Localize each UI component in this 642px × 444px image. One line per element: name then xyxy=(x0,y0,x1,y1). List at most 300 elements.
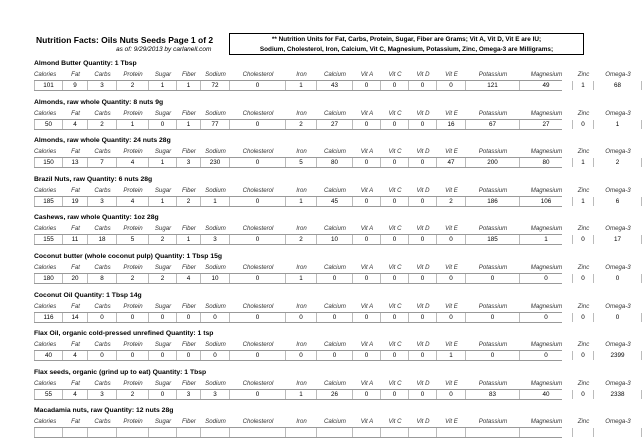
nutrient-column-label: Calories xyxy=(34,418,57,426)
nutrient-value-cell: 0 xyxy=(409,235,437,244)
nutrient-column-label: Zinc xyxy=(577,418,590,426)
nutrient-value-row xyxy=(34,350,625,361)
nutrient-column-label: Fat xyxy=(71,263,80,271)
nutrient-value-cell: 68 xyxy=(594,81,642,90)
nutrient-value-cell: 0 xyxy=(409,351,437,360)
nutrient-column-label: Calories xyxy=(34,186,57,194)
nutrient-value-cell: 3 xyxy=(177,390,201,399)
nutrient-value-cell: 0 xyxy=(594,313,642,322)
nutrient-value-cell: 0 xyxy=(381,390,409,399)
nutrient-column-label: Iron xyxy=(296,71,307,78)
nutrient-value-cell: 2 xyxy=(437,197,466,206)
nutrient-column-label: Zinc xyxy=(577,186,590,194)
nutrient-value-cell: 2 xyxy=(149,274,177,283)
nutrient-column-label: Carbs xyxy=(94,379,111,387)
nutrient-value-cell: 0 xyxy=(573,274,594,283)
nutrient-value-cell: 0 xyxy=(117,313,149,322)
nutrient-value-cell: 0 xyxy=(573,235,594,244)
nutrient-column-label: Calcium xyxy=(323,341,346,349)
nutrient-column-label: Protein xyxy=(123,225,143,233)
nutrient-value-cell: 1 xyxy=(177,120,201,129)
nutrient-value-cell: 0 xyxy=(437,390,466,399)
food-item xyxy=(34,97,631,136)
nutrient-column-label: Zinc xyxy=(577,109,590,117)
nutrient-value-cell: 0 xyxy=(594,274,642,283)
nutrient-value-cell: 0 xyxy=(353,274,381,283)
nutrient-value-cell: 9 xyxy=(63,81,88,90)
nutrient-value-cell: 3 xyxy=(201,390,230,399)
nutrient-value-cell: 7 xyxy=(88,158,117,167)
nutrient-column-label: Vit D xyxy=(416,263,430,271)
nutrient-column-label: Fiber xyxy=(182,225,196,233)
nutrient-value-cell: 10 xyxy=(201,274,230,283)
nutrient-column-label: Fiber xyxy=(182,341,196,349)
food-name: Almond Butter Quantity: 1 Tbsp xyxy=(34,60,137,67)
nutrient-value-cell: 106 xyxy=(520,197,573,206)
nutrient-column-label: Magnesium xyxy=(530,341,563,349)
food-item xyxy=(34,212,631,251)
nutrient-value-cell: 230 xyxy=(201,158,230,167)
nutrient-column-label: Calcium xyxy=(323,109,346,117)
nutrient-value-cell xyxy=(286,428,317,437)
nutrient-value-cell: 0 xyxy=(466,313,520,322)
nutrient-column-label: Vit C xyxy=(388,109,402,117)
nutrient-value-cell: 17 xyxy=(594,235,642,244)
nutrient-value-cell xyxy=(594,428,642,437)
nutrient-column-label: Carbs xyxy=(94,186,111,194)
nutrient-value-cell: 10 xyxy=(317,235,353,244)
nutrient-value-cell xyxy=(230,428,286,437)
nutrient-value-cell: 0 xyxy=(381,351,409,360)
nutrient-column-label: Calcium xyxy=(323,263,346,271)
nutrient-column-label: Sodium xyxy=(205,418,226,426)
nutrient-value-cell: 0 xyxy=(409,197,437,206)
nutrient-column-label: Cholesterol xyxy=(242,341,274,349)
nutrient-column-label: Protein xyxy=(123,71,143,78)
nutrient-column-label: Vit D xyxy=(416,186,430,194)
nutrient-value-cell: 101 xyxy=(34,81,63,90)
nutrient-value-cell: 5 xyxy=(286,158,317,167)
nutrient-value-cell: 0 xyxy=(230,81,286,90)
nutrient-column-label: Zinc xyxy=(577,302,590,310)
nutrient-value-cell: 83 xyxy=(466,390,520,399)
nutrient-value-cell: 3 xyxy=(201,235,230,244)
nutrient-value-cell: 0 xyxy=(201,351,230,360)
nutrient-value-cell: 0 xyxy=(437,81,466,90)
nutrient-value-cell: 2 xyxy=(286,120,317,129)
nutrient-value-cell: 0 xyxy=(201,313,230,322)
nutrient-column-label: Vit D xyxy=(416,109,430,117)
nutrient-value-cell: 80 xyxy=(317,158,353,167)
nutrient-column-label: Carbs xyxy=(94,71,111,78)
nutrient-header-row xyxy=(34,417,631,427)
nutrient-column-label: Sugar xyxy=(154,109,172,117)
nutrient-value-cell: 0 xyxy=(177,313,201,322)
nutrient-column-label: Iron xyxy=(296,379,307,387)
nutrient-column-label: Potassium xyxy=(478,302,508,310)
food-name: Brazil Nuts, raw Quantity: 6 nuts 28g xyxy=(34,175,153,183)
nutrient-column-label: Carbs xyxy=(94,109,111,117)
nutrient-value-cell: 150 xyxy=(34,158,63,167)
nutrient-column-label: Omega-3 xyxy=(605,186,631,194)
nutrient-value-cell: 49 xyxy=(520,81,573,90)
nutrient-value-cell: 0 xyxy=(437,274,466,283)
nutrient-value-cell: 0 xyxy=(573,390,594,399)
nutrient-value-cell: 1 xyxy=(573,81,594,90)
nutrient-column-label: Cholesterol xyxy=(242,109,274,117)
nutrient-value-cell: 55 xyxy=(34,390,63,399)
nutrient-column-label: Omega-3 xyxy=(605,341,631,349)
nutrient-column-label: Vit A xyxy=(360,263,374,271)
nutrient-column-label: Sugar xyxy=(154,341,172,349)
nutrient-column-label: Sugar xyxy=(154,302,172,310)
nutrient-column-label: Protein xyxy=(123,263,143,271)
nutrient-value-cell: 1 xyxy=(177,235,201,244)
nutrient-value-cell: 0 xyxy=(353,158,381,167)
nutrient-column-label: Fat xyxy=(71,225,80,233)
nutrient-header-row xyxy=(34,263,631,273)
nutrient-value-cell: 4 xyxy=(63,390,88,399)
nutrient-value-row xyxy=(34,196,620,207)
nutrient-value-cell: 3 xyxy=(88,81,117,90)
nutrient-column-label: Sugar xyxy=(154,263,172,271)
nutrient-column-label: Iron xyxy=(296,302,307,310)
nutrient-column-label: Calories xyxy=(34,341,57,349)
nutrient-column-label: Sugar xyxy=(154,71,172,78)
nutrient-column-label: Vit C xyxy=(388,263,402,271)
nutrient-value-cell: 0 xyxy=(381,158,409,167)
nutrient-value-cell: 0 xyxy=(353,390,381,399)
food-name: Coconut Oil Quantity: 1 Tbsp 14g xyxy=(34,291,142,299)
food-item xyxy=(34,290,631,329)
nutrient-column-label: Protein xyxy=(123,148,143,156)
nutrient-column-label: Fat xyxy=(71,109,80,117)
units-note-box xyxy=(229,33,584,55)
nutrient-column-label: Calcium xyxy=(323,418,346,426)
as-of-date: as of: 9/29/2013 by carlanell.com xyxy=(116,46,212,53)
nutrient-column-label: Fat xyxy=(71,379,80,387)
nutrient-header-row xyxy=(34,186,631,196)
nutrient-value-cell: 2 xyxy=(117,274,149,283)
nutrient-column-label: Vit C xyxy=(388,302,402,310)
nutrient-column-label: Omega-3 xyxy=(605,225,631,233)
nutrient-column-label: Cholesterol xyxy=(242,418,274,426)
nutrient-value-cell: 0 xyxy=(149,390,177,399)
nutrient-column-label: Potassium xyxy=(478,109,508,117)
nutrient-column-label: Vit E xyxy=(445,186,458,194)
nutrient-value-cell: 0 xyxy=(149,120,177,129)
nutrient-value-cell: 1 xyxy=(149,81,177,90)
nutrient-value-cell: 0 xyxy=(381,235,409,244)
nutrient-column-label: Sodium xyxy=(205,148,226,156)
page-header xyxy=(0,0,600,58)
nutrient-column-label: Iron xyxy=(296,341,307,349)
nutrient-column-label: Cholesterol xyxy=(242,302,274,310)
nutrient-column-label: Iron xyxy=(296,418,307,426)
nutrient-value-cell: 0 xyxy=(381,197,409,206)
nutrient-value-cell xyxy=(466,428,520,437)
nutrient-column-label: Cholesterol xyxy=(242,148,274,156)
nutrient-column-label: Potassium xyxy=(478,225,508,233)
nutrient-value-cell: 19 xyxy=(63,197,88,206)
nutrient-column-label: Vit A xyxy=(360,109,374,117)
nutrient-value-cell: 0 xyxy=(286,313,317,322)
nutrient-column-label: Fat xyxy=(71,418,80,426)
nutrient-value-cell: 0 xyxy=(353,120,381,129)
food-name: Almonds, raw whole Quantity: 8 nuts 9g xyxy=(34,98,164,106)
nutrient-column-label: Omega-3 xyxy=(605,148,631,156)
nutrient-value-cell: 45 xyxy=(317,197,353,206)
nutrient-column-label: Calories xyxy=(34,71,57,78)
nutrient-column-label: Cholesterol xyxy=(242,263,274,271)
nutrient-value-cell: 155 xyxy=(34,235,63,244)
nutrient-column-label: Sodium xyxy=(205,186,226,194)
nutrient-value-cell: 3 xyxy=(177,158,201,167)
nutrient-column-label: Fiber xyxy=(182,186,196,194)
nutrient-value-cell: 2399 xyxy=(594,351,642,360)
nutrient-column-label: Zinc xyxy=(577,225,590,233)
nutrient-column-label: Carbs xyxy=(94,302,111,310)
nutrient-value-cell: 185 xyxy=(466,235,520,244)
nutrient-value-cell: 4 xyxy=(63,120,88,129)
nutrient-value-cell xyxy=(353,428,381,437)
nutrient-value-cell: 0 xyxy=(353,197,381,206)
nutrient-value-cell: 0 xyxy=(381,81,409,90)
nutrient-value-cell: 43 xyxy=(317,81,353,90)
nutrient-value-cell: 1 xyxy=(201,197,230,206)
nutrient-value-cell: 0 xyxy=(353,235,381,244)
nutrient-value-cell: 0 xyxy=(437,313,466,322)
nutrient-value-cell: 11 xyxy=(63,235,88,244)
nutrient-value-cell: 0 xyxy=(230,158,286,167)
nutrient-value-cell: 0 xyxy=(573,313,594,322)
nutrient-value-cell: 1 xyxy=(594,120,642,129)
nutrient-value-cell: 121 xyxy=(466,81,520,90)
nutrient-column-label: Vit E xyxy=(445,263,458,271)
nutrient-column-label: Vit A xyxy=(360,186,374,194)
nutrient-column-label: Cholesterol xyxy=(242,225,274,233)
food-item xyxy=(34,328,631,367)
nutrient-column-label: Magnesium xyxy=(530,71,563,78)
nutrient-value-cell: 1 xyxy=(149,158,177,167)
nutrient-value-cell: 186 xyxy=(466,197,520,206)
nutrient-value-cell: 2 xyxy=(117,390,149,399)
nutrient-value-cell: 0 xyxy=(230,235,286,244)
nutrient-value-cell: 1 xyxy=(177,81,201,90)
nutrient-value-cell: 1 xyxy=(286,274,317,283)
nutrient-header-row xyxy=(34,224,631,234)
nutrient-value-row xyxy=(34,273,620,284)
nutrient-value-cell: 0 xyxy=(573,120,594,129)
nutrient-column-label: Omega-3 xyxy=(605,71,631,78)
nutrient-column-label: Carbs xyxy=(94,148,111,156)
nutrient-column-label: Vit E xyxy=(445,418,458,426)
nutrient-column-label: Fat xyxy=(71,341,80,349)
nutrient-value-cell xyxy=(201,428,230,437)
nutrient-value-cell: 0 xyxy=(317,351,353,360)
nutrient-value-cell: 0 xyxy=(409,274,437,283)
nutrient-column-label: Fiber xyxy=(182,418,196,426)
nutrient-value-cell: 200 xyxy=(466,158,520,167)
nutrient-column-label: Vit E xyxy=(445,148,458,156)
nutrient-column-label: Sodium xyxy=(205,71,226,78)
nutrient-column-label: Carbs xyxy=(94,263,111,271)
nutrient-column-label: Sodium xyxy=(205,302,226,310)
nutrient-column-label: Zinc xyxy=(577,71,590,78)
nutrient-value-cell: 0 xyxy=(381,313,409,322)
food-name: Almonds, raw whole Quantity: 24 nuts 28g xyxy=(34,137,171,145)
food-item xyxy=(34,174,631,213)
nutrient-column-label: Protein xyxy=(123,109,143,117)
nutrient-value-cell: 0 xyxy=(149,313,177,322)
nutrient-value-cell: 26 xyxy=(317,390,353,399)
nutrient-column-label: Calories xyxy=(34,148,57,156)
nutrient-value-cell: 1 xyxy=(286,81,317,90)
nutrient-value-cell: 1 xyxy=(573,158,594,167)
nutrient-column-label: Cholesterol xyxy=(242,71,274,78)
nutrient-value-cell: 0 xyxy=(230,197,286,206)
nutrient-value-cell xyxy=(117,428,149,437)
nutrient-value-cell xyxy=(63,428,88,437)
nutrient-column-label: Fiber xyxy=(182,379,196,387)
units-note-line-1: ** Nutrition Units for Fat, Carbs, Protein, Sugar, Fiber are Grams; Vit A, Vit D, Vit E are IU; xyxy=(271,36,542,43)
nutrient-value-cell: 2 xyxy=(88,120,117,129)
nutrient-value-cell: 0 xyxy=(230,120,286,129)
food-item xyxy=(34,135,631,174)
nutrient-column-label: Calories xyxy=(34,109,57,117)
nutrient-column-label: Vit D xyxy=(416,148,430,156)
nutrient-column-label: Vit E xyxy=(445,109,458,117)
nutrient-value-row xyxy=(34,119,620,130)
nutrient-column-label: Iron xyxy=(296,225,307,233)
nutrient-header-row xyxy=(34,70,631,80)
nutrient-column-label: Sugar xyxy=(154,225,172,233)
nutrient-column-label: Omega-3 xyxy=(605,379,631,387)
nutrient-value-cell: 1 xyxy=(149,197,177,206)
nutrient-value-cell: 0 xyxy=(317,274,353,283)
nutrient-column-label: Vit E xyxy=(445,71,458,78)
nutrient-value-cell: 0 xyxy=(230,313,286,322)
nutrient-header-row xyxy=(34,379,631,389)
nutrient-value-cell xyxy=(520,428,573,437)
nutrient-column-label: Potassium xyxy=(478,418,508,426)
nutrient-value-cell: 1 xyxy=(573,197,594,206)
nutrient-column-label: Fat xyxy=(71,148,80,156)
nutrient-column-label: Vit D xyxy=(416,379,430,387)
nutrient-value-cell: 18 xyxy=(88,235,117,244)
nutrient-value-cell: 0 xyxy=(409,120,437,129)
nutrient-value-cell: 185 xyxy=(34,197,63,206)
nutrient-column-label: Vit C xyxy=(388,418,402,426)
nutrient-header-row xyxy=(34,302,631,312)
nutrient-column-label: Vit A xyxy=(360,225,374,233)
nutrient-value-cell xyxy=(381,428,409,437)
nutrient-column-label: Magnesium xyxy=(530,148,563,156)
nutrient-column-label: Potassium xyxy=(478,263,508,271)
nutrient-column-label: Magnesium xyxy=(530,379,563,387)
nutrient-column-label: Calcium xyxy=(323,225,346,233)
nutrient-value-cell: 4 xyxy=(117,197,149,206)
nutrient-value-cell xyxy=(34,428,63,437)
food-name: Flax Oil, organic cold-pressed unrefined Quantity: 1 tsp xyxy=(34,330,214,338)
nutrient-value-cell: 2 xyxy=(177,197,201,206)
nutrient-column-label: Vit A xyxy=(360,148,374,156)
nutrient-value-cell: 2 xyxy=(594,158,642,167)
nutrient-column-label: Cholesterol xyxy=(242,186,274,194)
nutrient-column-label: Vit C xyxy=(388,225,402,233)
nutrient-column-label: Fiber xyxy=(182,302,196,310)
nutrient-column-label: Omega-3 xyxy=(605,263,631,271)
nutrient-column-label: Carbs xyxy=(94,225,111,233)
nutrient-value-cell: 2 xyxy=(117,81,149,90)
nutrient-value-cell: 0 xyxy=(466,351,520,360)
nutrient-value-row xyxy=(34,427,562,438)
nutrient-value-cell: 6 xyxy=(594,197,642,206)
food-name: Coconut butter (whole coconut pulp) Quantity: 1 Tbsp 15g xyxy=(34,252,223,260)
nutrient-value-cell xyxy=(573,428,594,437)
nutrient-column-label: Vit D xyxy=(416,225,430,233)
nutrient-column-label: Vit A xyxy=(360,341,374,349)
nutrient-value-cell: 0 xyxy=(353,313,381,322)
nutrient-column-label: Vit A xyxy=(360,418,374,426)
nutrient-value-cell: 2 xyxy=(286,235,317,244)
nutrient-value-cell: 3 xyxy=(88,390,117,399)
nutrient-value-cell: 0 xyxy=(381,120,409,129)
nutrient-header-row xyxy=(34,340,631,350)
nutrient-value-cell xyxy=(409,428,437,437)
nutrient-column-label: Iron xyxy=(296,186,307,194)
nutrient-value-cell: 0 xyxy=(353,351,381,360)
nutrient-column-label: Calories xyxy=(34,263,57,271)
nutrient-value-cell: 4 xyxy=(63,351,88,360)
nutrient-value-cell: 3 xyxy=(88,197,117,206)
nutrient-value-cell: 0 xyxy=(381,274,409,283)
nutrient-column-label: Zinc xyxy=(577,379,590,387)
nutrient-column-label: Omega-3 xyxy=(605,302,631,310)
nutrient-column-label: Iron xyxy=(296,109,307,117)
nutrient-column-label: Magnesium xyxy=(530,418,563,426)
nutrient-value-cell: 0 xyxy=(520,274,573,283)
food-item xyxy=(34,58,631,97)
food-item xyxy=(34,405,631,444)
nutrient-column-label: Calcium xyxy=(323,186,346,194)
nutrient-column-label: Vit C xyxy=(388,379,402,387)
nutrient-column-label: Omega-3 xyxy=(605,418,631,426)
food-name: Flax seeds, organic (grind up to eat) Quantity: 1 Tbsp xyxy=(34,368,207,376)
nutrient-value-cell: 0 xyxy=(230,274,286,283)
nutrient-column-label: Vit E xyxy=(445,225,458,233)
nutrient-value-cell: 80 xyxy=(520,158,573,167)
nutrient-value-cell: 4 xyxy=(117,158,149,167)
nutrient-value-cell: 1 xyxy=(520,235,573,244)
nutrient-column-label: Vit D xyxy=(416,341,430,349)
nutrient-column-label: Omega-3 xyxy=(605,109,631,117)
nutrient-column-label: Sugar xyxy=(154,418,172,426)
nutrient-column-label: Potassium xyxy=(478,148,508,156)
nutrient-value-cell: 2338 xyxy=(594,390,642,399)
nutrient-column-label: Sodium xyxy=(205,263,226,271)
nutrient-column-label: Vit D xyxy=(416,302,430,310)
nutrient-column-label: Carbs xyxy=(94,418,111,426)
nutrient-column-label: Iron xyxy=(296,263,307,271)
nutrient-value-cell: 0 xyxy=(520,351,573,360)
nutrient-value-cell xyxy=(437,428,466,437)
nutrient-column-label: Vit D xyxy=(416,418,430,426)
nutrient-value-cell: 0 xyxy=(286,351,317,360)
nutrient-column-label: Calories xyxy=(34,379,57,387)
page-title: Nutrition Facts: Oils Nuts Seeds Page 1 of 2 xyxy=(36,35,214,45)
food-item xyxy=(34,251,631,290)
